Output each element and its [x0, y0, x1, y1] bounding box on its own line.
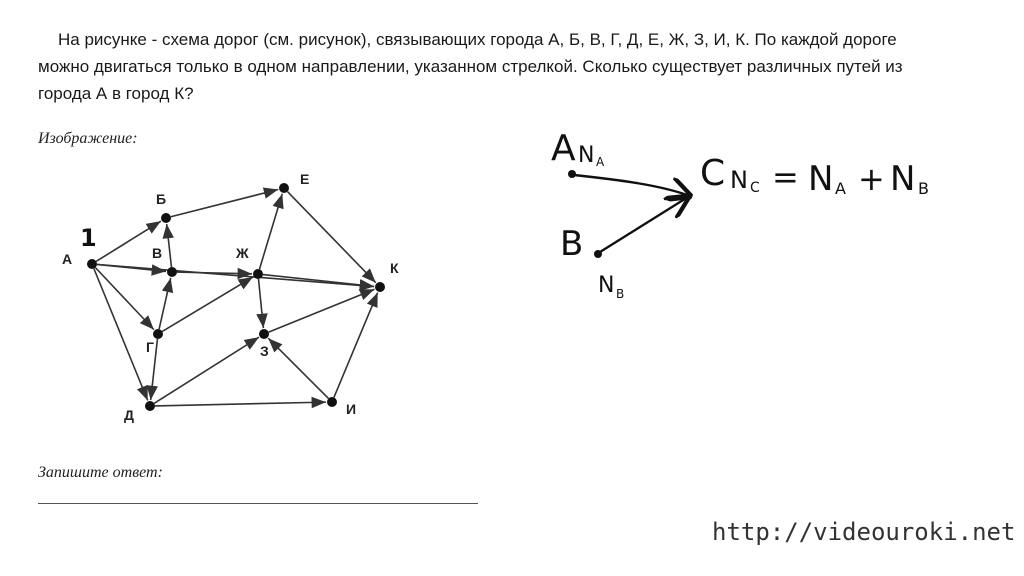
formula-node-a: A — [551, 128, 576, 169]
city-label-b: Б — [156, 191, 167, 207]
formula-rhs-2: N — [890, 159, 916, 199]
city-label-v: В — [152, 245, 163, 261]
formula-n-a-sub: A — [596, 155, 605, 169]
city-label-a: А — [62, 251, 73, 267]
formula-rhs-1: N — [808, 159, 834, 199]
city-label-g: Г — [146, 339, 154, 355]
city-label-d: Д — [124, 407, 134, 423]
formula-n-a: N — [578, 143, 595, 168]
formula-n-b-sub: B — [616, 287, 625, 301]
city-label-i: И — [346, 401, 357, 417]
site-url: http://videouroki.net — [712, 518, 1016, 546]
task-text-content: На рисунке - схема дорог (см. рисунок), связывающих города А, Б, В, Г, Д, Е, Ж, З, И, К. По каждой дороге можно двигаться только в одном направлении, указанном стрелкой. Сколько существует различных путей из города А в город К? — [38, 30, 903, 103]
formula-node-c: C — [700, 153, 726, 194]
formula-arrow-b — [600, 197, 688, 252]
city-label-k: К — [390, 260, 399, 276]
formula-plus: + — [858, 160, 885, 198]
formula-n-b: N — [598, 273, 615, 298]
city-label-e: Е — [300, 171, 310, 187]
formula-n-c-sub: C — [750, 180, 760, 196]
answer-label: Запишите ответ: — [38, 464, 163, 481]
formula-rhs-2-sub: B — [918, 179, 929, 198]
image-label: Изображение: — [38, 130, 138, 147]
formula-arrow-a — [574, 175, 690, 196]
city-label-zh: Ж — [236, 245, 249, 261]
city-label-z: З — [260, 343, 269, 359]
start-count-annotation: 1 — [80, 224, 97, 252]
formula-equals: = — [772, 158, 799, 196]
formula-n-c: N — [730, 166, 748, 194]
answer-line[interactable] — [38, 503, 478, 504]
formula-rhs-1-sub: A — [835, 179, 846, 198]
formula-node-b: B — [560, 224, 584, 264]
